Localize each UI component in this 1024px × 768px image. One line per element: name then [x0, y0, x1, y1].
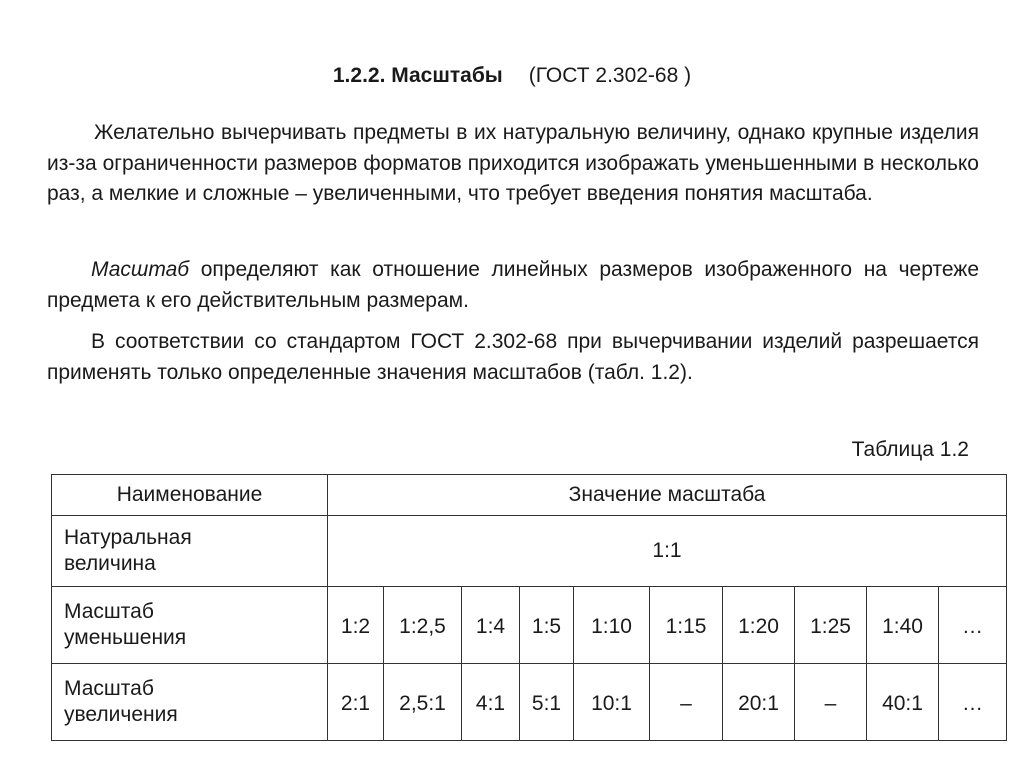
- table-row-natural: [52, 516, 1007, 587]
- standard-reference: (ГОСТ 2.302-68 ): [528, 64, 692, 87]
- enlargement-value: 5:1: [520, 664, 574, 741]
- paragraph-2-text: определяют как отношение линейных размеров изображенного на чертеже предмета к его действительным размерам.: [47, 258, 979, 312]
- enlargement-value: 10:1: [574, 664, 650, 741]
- enlargement-value: 2,5:1: [384, 664, 462, 741]
- reduction-value: …: [939, 587, 1007, 664]
- row-name-reduction: Масштаб уменьшения: [52, 587, 328, 664]
- section-title: 1.2.2. Масштабы: [332, 64, 503, 87]
- scale-table: [51, 474, 1007, 741]
- table-header-row: [52, 475, 1007, 516]
- reduction-value: 1:4: [462, 587, 520, 664]
- reduction-value: 1:25: [795, 587, 867, 664]
- enlargement-value: …: [939, 664, 1007, 741]
- reduction-value: 1:20: [723, 587, 795, 664]
- row-name-natural: Натуральная величина: [52, 516, 328, 587]
- table-row-enlargement: [52, 664, 1007, 741]
- header-name: Наименование: [52, 475, 328, 516]
- enlargement-value: –: [795, 664, 867, 741]
- natural-scale-value: 1:1: [328, 516, 1007, 587]
- enlargement-value: 20:1: [723, 664, 795, 741]
- section-heading: [0, 64, 1024, 88]
- reduction-value: 1:5: [520, 587, 574, 664]
- paragraph-2: [47, 255, 979, 316]
- enlargement-value: 40:1: [867, 664, 939, 741]
- table-row-reduction: [52, 587, 1007, 664]
- reduction-value: 1:40: [867, 587, 939, 664]
- paragraph-3: В соответствии со стандартом ГОСТ 2.302-68 при вычерчивании изделий разрешается применять только определенные значения масштабов (табл. 1.2).: [47, 330, 979, 384]
- enlargement-value: –: [650, 664, 723, 741]
- paragraph-1: Желательно вычерчивать предметы в их натуральную величину, однако крупные изделия из-за ограниченности размеров форматов приходится изображать уменьшенными в несколько раз, а мелкие и сложные – увеличенными, что требует введения понятия масштаба.: [47, 121, 979, 205]
- reduction-value: 1:2,5: [384, 587, 462, 664]
- reduction-value: 1:10: [574, 587, 650, 664]
- term-scale: Масштаб: [91, 258, 190, 281]
- enlargement-value: 4:1: [462, 664, 520, 741]
- reduction-value: 1:15: [650, 587, 723, 664]
- enlargement-value: 2:1: [328, 664, 384, 741]
- row-name-enlargement: Масштаб увеличения: [52, 664, 328, 741]
- header-value: Значение масштаба: [328, 475, 1007, 516]
- reduction-value: 1:2: [328, 587, 384, 664]
- table-caption: Таблица 1.2: [851, 438, 969, 461]
